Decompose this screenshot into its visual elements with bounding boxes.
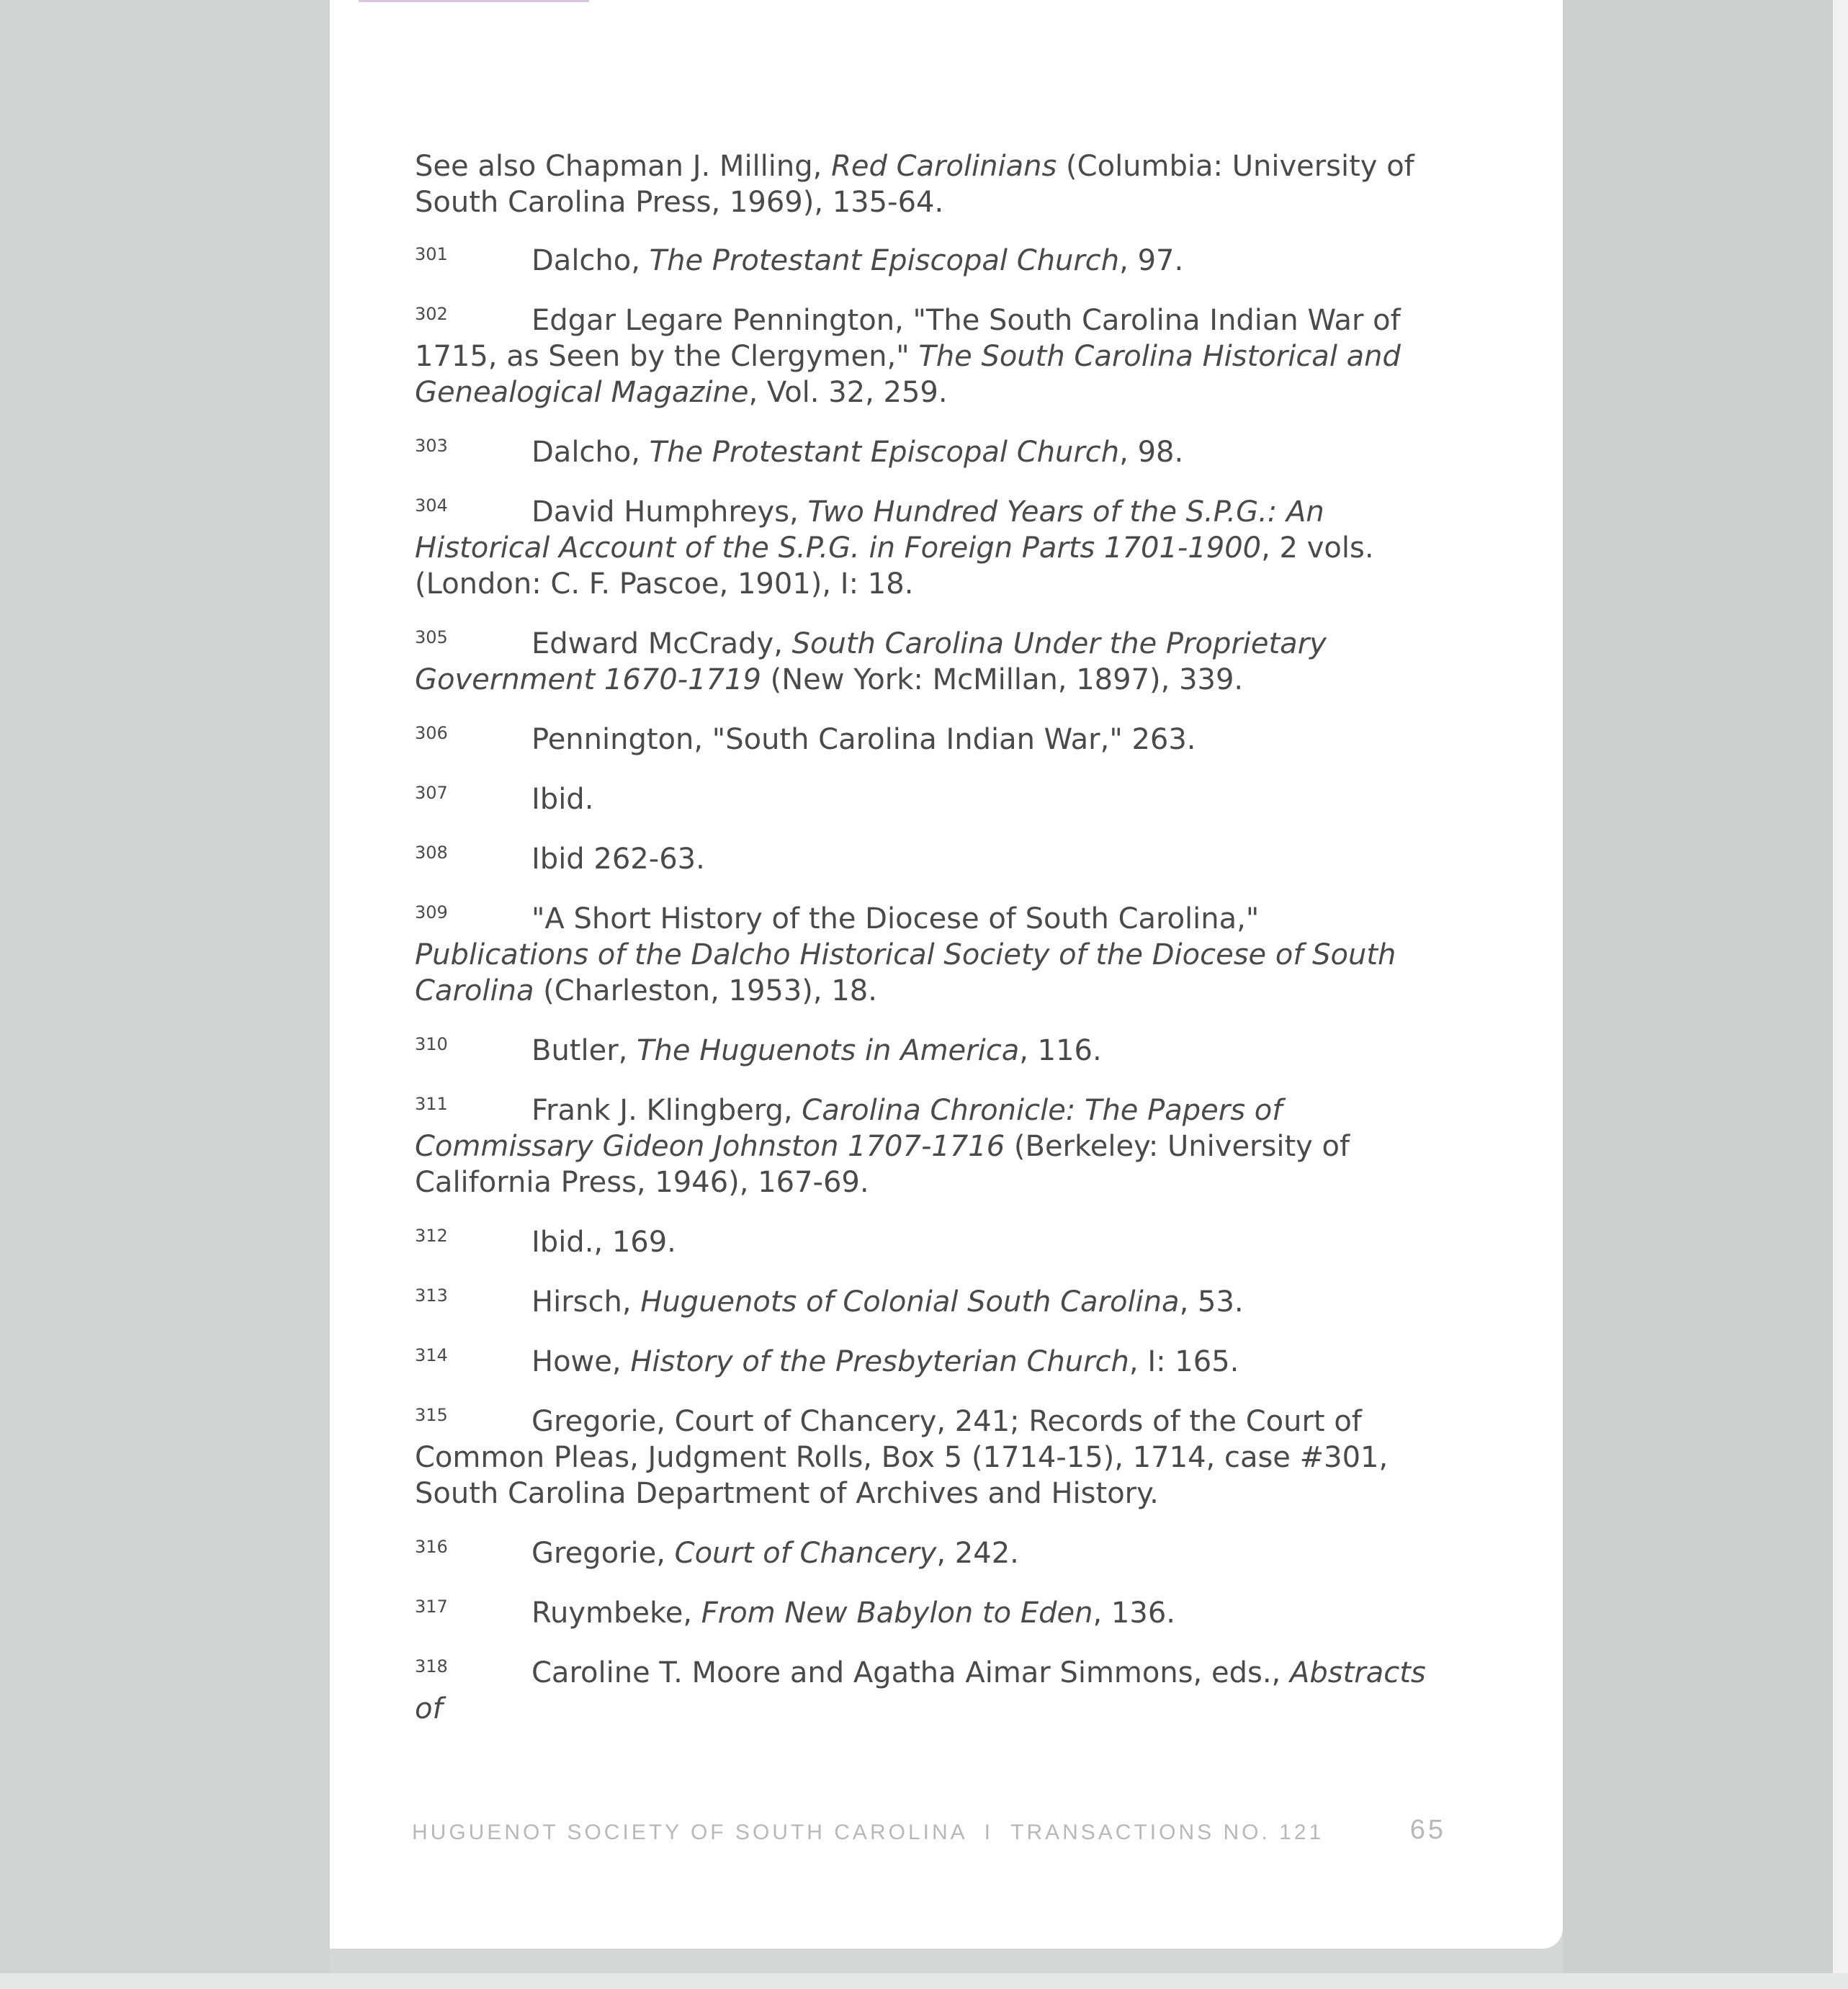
endnote-306: 306 Pennington, "South Carolina Indian War," 263.	[415, 723, 1196, 756]
note-title: Abstracts of	[415, 1656, 1426, 1725]
note-text: (New York: McMillan, 1897), 339.	[761, 663, 1244, 696]
endnote-317: 317 Ruymbeke, From New Babylon to Eden, 136.	[415, 1597, 1175, 1630]
page-top-rule	[359, 0, 589, 2]
note-text: Howe,	[531, 1345, 631, 1378]
scan-edge-right	[1833, 0, 1848, 1989]
note-title: The Protestant Episcopal Church	[649, 436, 1120, 469]
note-text: Ruymbeke,	[531, 1597, 701, 1630]
endnote-311: 311 Frank J. Klingberg, Carolina Chronicle: The Papers of Commissary Gideon Johnston 1707-1716 (Berkeley: University of California Press, 1946), 167-69.	[415, 1094, 1350, 1199]
page-number: 65	[1409, 1815, 1446, 1845]
endnotes-list	[415, 148, 1437, 1751]
endnote-305: 305 Edward McCrady, South Carolina Under the Proprietary Government 1670-1719 (New York: McMillan, 1897), 339.	[415, 627, 1327, 696]
note-text: Ibid., 169.	[531, 1226, 676, 1259]
note-text: , 136.	[1093, 1597, 1175, 1630]
endnote-312: 312 Ibid., 169.	[415, 1226, 676, 1259]
note-title: South Carolina Under the Proprietary Government 1670-1719	[415, 627, 1327, 696]
note-text: , 242.	[936, 1537, 1019, 1570]
note-text: Edgar Legare Pennington, "The South Carolina Indian War of 1715, as Seen by the Clergymen,"	[415, 304, 1401, 373]
endnote-302: 302 Edgar Legare Pennington, "The South Carolina Indian War of 1715, as Seen by the Clergymen," The South Carolina Historical and Genealogical Magazine, Vol. 32, 259.	[415, 304, 1401, 409]
endnote-continuation	[415, 148, 1437, 220]
note-text: , I: 165.	[1129, 1345, 1239, 1378]
scan-edge-bottom	[0, 1973, 1848, 1989]
note-text: (Charleston, 1953), 18.	[534, 974, 877, 1007]
endnote-315: 315 Gregorie, Court of Chancery, 241; Records of the Court of Common Pleas, Judgment Rolls, Box 5 (1714-15), 1714, case #301, South Carolina Department of Archives and History.	[415, 1405, 1389, 1510]
note-title: Huguenots of Colonial South Carolina	[640, 1285, 1180, 1319]
note-text: Dalcho,	[531, 244, 650, 277]
endnote-303: 303 Dalcho, The Protestant Episcopal Church, 98.	[415, 436, 1184, 469]
note-title: Carolina Chronicle: The Papers of Commissary Gideon Johnston 1707-1716	[415, 1094, 1283, 1163]
note-text: Pennington, "South Carolina Indian War," 263.	[531, 723, 1196, 756]
note-text: , 116.	[1019, 1034, 1102, 1067]
endnote-309: 309 "A Short History of the Diocese of South Carolina," Publications of the Dalcho Historical Society of the Diocese of South Carolina (Charleston, 1953), 18.	[415, 902, 1396, 1007]
endnote-314: 314 Howe, History of the Presbyterian Church, I: 165.	[415, 1345, 1239, 1378]
note-title: History of the Presbyterian Church	[630, 1345, 1129, 1378]
note-title: Two Hundred Years of the S.P.G.: An Historical Account of the S.P.G. in Foreign Parts 1701-1900	[415, 495, 1324, 565]
note-title: The Protestant Episcopal Church	[649, 244, 1120, 277]
page-footer	[412, 1815, 1446, 1851]
note-text: , 53.	[1179, 1285, 1244, 1319]
scan-background-left	[0, 0, 330, 1989]
note-title: Court of Chancery	[674, 1537, 937, 1570]
note-text: Caroline T. Moore and Agatha Aimar Simmons, eds.,	[531, 1656, 1290, 1689]
note-title: The Huguenots in America	[637, 1034, 1020, 1067]
note-text: Gregorie,	[531, 1537, 675, 1570]
note-text: Ibid 262-63.	[531, 843, 705, 876]
note-text: (Berkeley: University of California Press, 1946), 167-69.	[415, 1130, 1350, 1199]
endnote-313: 313 Hirsch, Huguenots of Colonial South Carolina, 53.	[415, 1285, 1244, 1319]
endnote-301: 301 Dalcho, The Protestant Episcopal Church, 97.	[415, 244, 1184, 277]
endnote-308: 308 Ibid 262-63.	[415, 843, 705, 876]
note-text: See also Chapman J. Milling,	[415, 150, 832, 183]
endnote-318: 318 Caroline T. Moore and Agatha Aimar Simmons, eds., Abstracts of	[415, 1656, 1426, 1725]
note-text: Dalcho,	[531, 436, 650, 469]
endnote-304: 304 David Humphreys, Two Hundred Years of the S.P.G.: An Historical Account of the S.P.G. in Foreign Parts 1701-1900, 2 vols. (London: C. F. Pascoe, 1901), I: 18.	[415, 495, 1374, 601]
endnote-316: 316 Gregorie, Court of Chancery, 242.	[415, 1537, 1019, 1570]
note-text: , 97.	[1119, 244, 1184, 277]
note-text: Hirsch,	[531, 1285, 641, 1319]
scan-background-right	[1563, 0, 1848, 1989]
note-text: , 2 vols. (London: C. F. Pascoe, 1901), I: 18.	[415, 531, 1374, 601]
note-title: The South Carolina Historical and Genealogical Magazine	[415, 340, 1401, 409]
note-text: Edward McCrady,	[531, 627, 792, 660]
endnote-310: 310 Butler, The Huguenots in America, 116.	[415, 1034, 1102, 1067]
note-text: Frank J. Klingberg,	[531, 1094, 802, 1127]
note-text: David Humphreys,	[531, 495, 808, 529]
note-text: , 98.	[1119, 436, 1184, 469]
running-title: HUGUENOT SOCIETY OF SOUTH CAROLINA I TRANSACTIONS NO. 121	[412, 1820, 1324, 1844]
note-text: Gregorie, Court of Chancery, 241; Records of the Court of Common Pleas, Judgment Rolls, Box 5 (1714-15), 1714, case #301, South Carolina Department of Archives and History.	[415, 1405, 1389, 1510]
note-title: From New Babylon to Eden	[701, 1597, 1093, 1630]
note-text: , Vol. 32, 259.	[748, 376, 948, 409]
note-text: Ibid.	[531, 783, 594, 816]
note-text: "A Short History of the Diocese of South Carolina,"	[531, 902, 1260, 935]
endnote-307: 307 Ibid.	[415, 783, 594, 816]
document-page	[330, 0, 1563, 1949]
note-title: Publications of the Dalcho Historical Society of the Diocese of South Carolina	[415, 938, 1396, 1007]
note-text: (Columbia: University of South Carolina Press, 1969), 135-64.	[415, 150, 1414, 219]
note-title: Red Carolinians	[831, 150, 1057, 183]
note-text: Butler,	[531, 1034, 637, 1067]
